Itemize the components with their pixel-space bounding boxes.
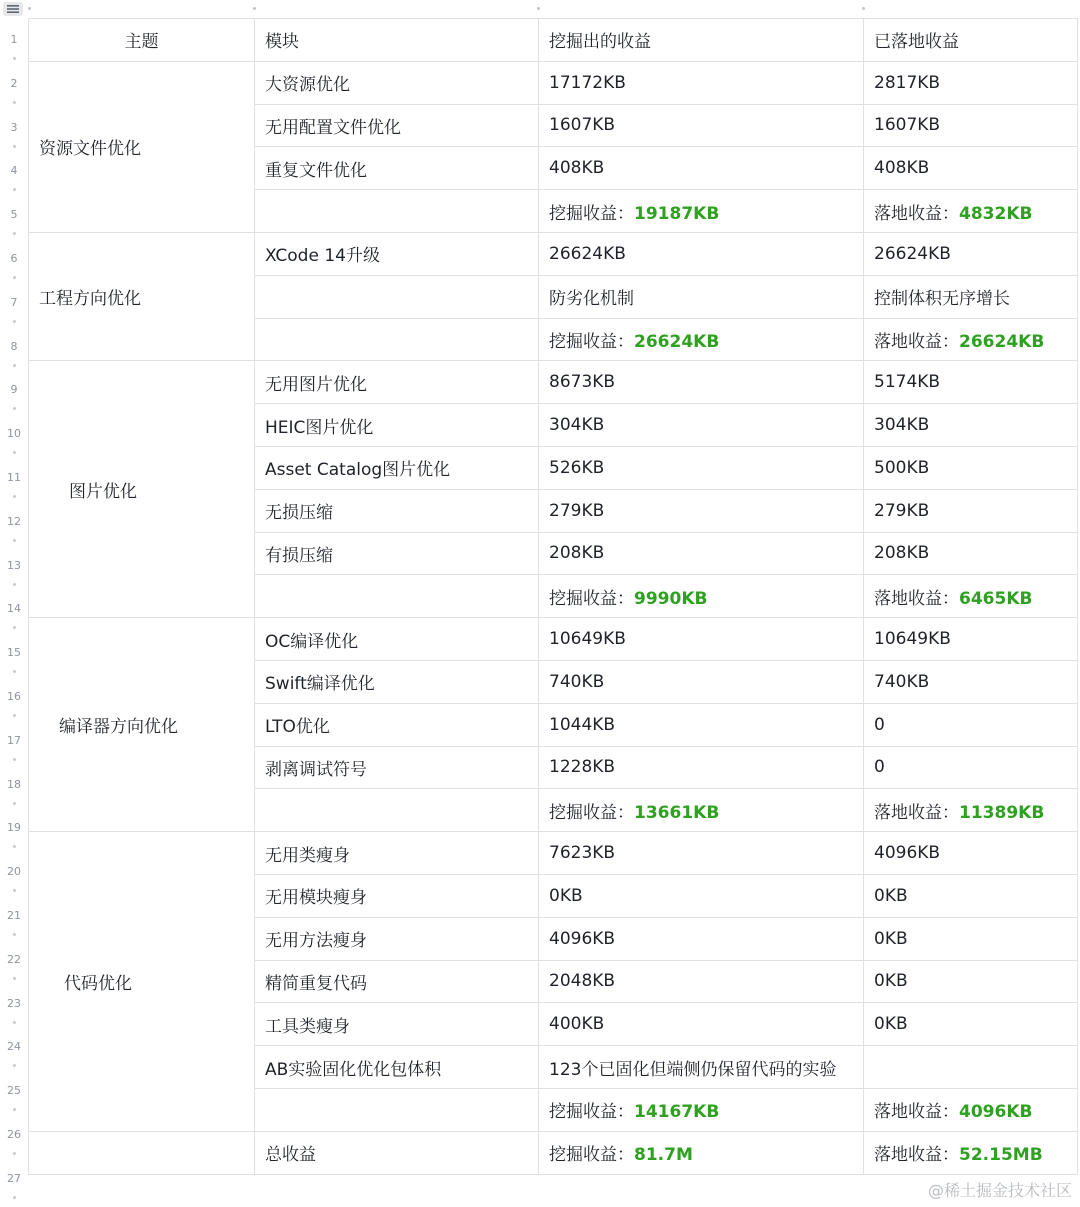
table-row (29, 361, 1078, 404)
row-number[interactable]: 25 (7, 1084, 21, 1098)
landed-summary[interactable] (864, 789, 1078, 832)
row-handle-dot (13, 1152, 16, 1155)
landed-summary[interactable] (864, 190, 1078, 233)
mined-summary-label: 挖掘收益： (549, 331, 634, 352)
landed-summary-value: 4096KB (959, 1102, 1033, 1123)
module-cell[interactable]: LTO优化 (255, 703, 539, 746)
header-mined[interactable]: 挖掘出的收益 (539, 19, 864, 62)
landed-cell[interactable]: 208KB (864, 532, 1078, 575)
row-number[interactable]: 27 (7, 1171, 21, 1185)
row-handle-dot (13, 889, 16, 892)
mined-cell[interactable]: 4096KB (539, 917, 864, 960)
module-cell[interactable] (255, 789, 539, 832)
landed-summary[interactable] (864, 1088, 1078, 1131)
mined-summary-value: 9990KB (634, 588, 708, 609)
row-handle-dot (13, 977, 16, 980)
row-number[interactable]: 8 (10, 339, 18, 353)
sheet-menu-icon[interactable] (3, 2, 23, 16)
mined-cell[interactable]: 8673KB (539, 361, 864, 404)
mined-cell[interactable]: 208KB (539, 532, 864, 575)
landed-summary-value: 4832KB (959, 203, 1033, 224)
row-handle-dot (13, 714, 16, 717)
mined-summary[interactable] (539, 1088, 864, 1131)
total-landed-label: 落地收益： (874, 1145, 959, 1166)
table-row (29, 832, 1078, 875)
mined-summary-label: 挖掘收益： (549, 588, 634, 609)
mined-summary-value: 26624KB (634, 331, 720, 352)
module-cell[interactable]: AB实验固化优化包体积 (255, 1046, 539, 1089)
landed-summary-label: 落地收益： (874, 203, 959, 224)
row-number[interactable]: 21 (7, 909, 21, 922)
row-number[interactable]: 3 (10, 120, 18, 134)
landed-cell[interactable]: 0 (864, 703, 1078, 746)
benefits-table (28, 18, 1078, 1175)
module-cell[interactable]: 工具类瘦身 (255, 1003, 539, 1046)
landed-summary-label: 落地收益： (874, 588, 959, 609)
row-handle-dot (13, 276, 16, 279)
mined-cell[interactable]: 408KB (539, 147, 864, 190)
row-number[interactable]: 13 (7, 558, 21, 572)
landed-cell[interactable]: 0KB (864, 874, 1078, 917)
row-handle-dot (13, 758, 16, 761)
row-number[interactable]: 18 (7, 777, 21, 791)
landed-cell[interactable]: 5174KB (864, 361, 1078, 404)
mined-summary[interactable] (539, 575, 864, 618)
mined-cell[interactable]: 400KB (539, 1003, 864, 1046)
topic-cell[interactable]: 资源文件优化 (29, 61, 255, 232)
module-cell[interactable]: 无用配置文件优化 (255, 104, 539, 147)
landed-cell[interactable]: 279KB (864, 489, 1078, 532)
module-cell[interactable]: 无用图片优化 (255, 361, 539, 404)
column-handle[interactable] (862, 7, 865, 10)
row-handle-dot (13, 1064, 16, 1067)
module-cell[interactable]: OC编译优化 (255, 618, 539, 661)
row-number[interactable]: 20 (7, 865, 21, 879)
landed-summary-value: 26624KB (959, 331, 1045, 352)
row-handle-dot (13, 145, 16, 148)
module-cell[interactable]: 剥离调试符号 (255, 746, 539, 789)
module-cell[interactable]: 精简重复代码 (255, 960, 539, 1003)
mined-cell[interactable]: 304KB (539, 404, 864, 447)
row-handle-dot (13, 1196, 16, 1199)
table-row (29, 618, 1078, 661)
row-number[interactable]: 24 (7, 1040, 21, 1054)
header-landed[interactable]: 已落地收益 (864, 19, 1078, 62)
row-handle-dot (13, 626, 16, 629)
row-number[interactable]: 26 (7, 1128, 21, 1141)
landed-summary[interactable] (864, 575, 1078, 618)
row-handle-dot (13, 539, 16, 542)
header-module[interactable]: 模块 (255, 19, 539, 62)
row-number[interactable]: 7 (10, 295, 18, 309)
mined-summary[interactable] (539, 789, 864, 832)
topic-cell[interactable]: 代码优化 (29, 832, 255, 1132)
landed-cell[interactable]: 2817KB (864, 61, 1078, 104)
landed-cell[interactable]: 0 (864, 746, 1078, 789)
row-number[interactable]: 19 (7, 821, 21, 835)
landed-cell[interactable]: 304KB (864, 404, 1078, 447)
module-cell[interactable]: 无用方法瘦身 (255, 917, 539, 960)
landed-cell[interactable]: 控制体积无序增长 (864, 275, 1078, 318)
landed-cell[interactable]: 0KB (864, 960, 1078, 1003)
module-cell[interactable]: 无用类瘦身 (255, 832, 539, 875)
mined-summary-value: 19187KB (634, 203, 720, 224)
row-handle-dot (13, 802, 16, 805)
header-topic[interactable]: 主题 (29, 19, 255, 62)
column-header-bar (0, 0, 1080, 18)
landed-cell[interactable] (864, 1046, 1078, 1089)
landed-cell[interactable]: 26624KB (864, 232, 1078, 275)
landed-summary-value: 6465KB (959, 588, 1033, 609)
total-row (29, 1131, 1078, 1174)
landed-summary-label: 落地收益： (874, 1102, 959, 1123)
module-cell[interactable]: Swift编译优化 (255, 660, 539, 703)
watermark: @稀土掘金技术社区 (927, 1181, 1072, 1200)
row-number[interactable]: 16 (7, 690, 21, 703)
mined-cell[interactable]: 26624KB (539, 232, 864, 275)
total-mined[interactable] (539, 1131, 864, 1174)
topic-cell[interactable] (29, 1131, 255, 1174)
mined-summary[interactable] (539, 190, 864, 233)
topic-cell[interactable]: 图片优化 (29, 361, 255, 618)
mined-cell[interactable]: 279KB (539, 489, 864, 532)
row-handle-dot (13, 845, 16, 848)
row-number[interactable]: 6 (10, 252, 18, 265)
row-handle-dot (13, 670, 16, 673)
mined-summary-label: 挖掘收益： (549, 203, 634, 224)
landed-cell[interactable]: 0KB (864, 917, 1078, 960)
module-cell[interactable]: 无损压缩 (255, 489, 539, 532)
mined-cell[interactable]: 1228KB (539, 746, 864, 789)
header-row (29, 19, 1078, 62)
table-row (29, 61, 1078, 104)
mined-cell[interactable]: 0KB (539, 874, 864, 917)
row-number[interactable]: 1 (10, 33, 18, 46)
landed-summary-label: 落地收益： (874, 802, 959, 823)
mined-summary-value: 13661KB (634, 802, 720, 823)
module-cell[interactable]: XCode 14升级 (255, 232, 539, 275)
topic-cell[interactable]: 工程方向优化 (29, 232, 255, 360)
landed-cell[interactable]: 500KB (864, 446, 1078, 489)
row-number[interactable]: 4 (10, 164, 18, 178)
landed-cell[interactable]: 408KB (864, 147, 1078, 190)
row-number[interactable]: 15 (7, 646, 21, 660)
topic-cell[interactable]: 编译器方向优化 (29, 618, 255, 832)
module-cell[interactable]: Asset Catalog图片优化 (255, 446, 539, 489)
row-handle-dot (13, 101, 16, 104)
module-cell[interactable] (255, 190, 539, 233)
row-handle-dot (13, 1021, 16, 1024)
module-cell[interactable]: 重复文件优化 (255, 147, 539, 190)
landed-summary[interactable] (864, 318, 1078, 361)
row-number[interactable]: 2 (10, 76, 18, 90)
total-mined-value: 81.7M (634, 1145, 693, 1166)
mined-summary-label: 挖掘收益： (549, 802, 634, 823)
module-cell[interactable]: 无用模块瘦身 (255, 874, 539, 917)
mined-cell[interactable]: 1044KB (539, 703, 864, 746)
row-handle-dot (13, 364, 16, 367)
row-number-gutter (0, 18, 28, 1207)
mined-summary-value: 14167KB (634, 1102, 720, 1123)
row-number[interactable]: 9 (10, 383, 18, 397)
row-handle-dot (13, 583, 16, 586)
module-cell[interactable]: HEIC图片优化 (255, 404, 539, 447)
row-number[interactable]: 11 (7, 471, 21, 484)
module-cell[interactable] (255, 318, 539, 361)
row-number[interactable]: 23 (7, 996, 21, 1010)
row-number[interactable]: 14 (7, 602, 21, 616)
total-label-cell[interactable]: 总收益 (255, 1131, 539, 1174)
module-cell[interactable] (255, 1088, 539, 1131)
mined-cell[interactable]: 7623KB (539, 832, 864, 875)
row-number[interactable]: 17 (7, 733, 21, 747)
column-handle[interactable] (253, 7, 256, 10)
landed-summary-label: 落地收益： (874, 331, 959, 352)
landed-cell[interactable]: 0KB (864, 1003, 1078, 1046)
row-handle-dot (13, 320, 16, 323)
mined-cell[interactable]: 1607KB (539, 104, 864, 147)
row-number[interactable]: 10 (7, 427, 21, 441)
table-row (29, 232, 1078, 275)
row-handle-dot (13, 1108, 16, 1111)
row-handle-dot (13, 57, 16, 60)
mined-cell[interactable]: 防劣化机制 (539, 275, 864, 318)
row-number[interactable]: 12 (7, 514, 21, 528)
landed-cell[interactable]: 1607KB (864, 104, 1078, 147)
total-landed[interactable] (864, 1131, 1078, 1174)
mined-cell[interactable]: 2048KB (539, 960, 864, 1003)
column-handle[interactable] (537, 7, 540, 10)
row-handle-dot (13, 232, 16, 235)
mined-summary-label: 挖掘收益： (549, 1102, 634, 1123)
total-landed-value: 52.15MB (959, 1145, 1043, 1166)
module-cell[interactable]: 有损压缩 (255, 532, 539, 575)
mined-cell[interactable]: 17172KB (539, 61, 864, 104)
row-handle-dot (13, 451, 16, 454)
row-number[interactable]: 22 (7, 952, 21, 966)
landed-cell[interactable]: 4096KB (864, 832, 1078, 875)
mined-cell[interactable]: 123个已固化但端侧仍保留代码的实验 (539, 1046, 864, 1089)
module-cell[interactable] (255, 275, 539, 318)
mined-cell[interactable]: 10649KB (539, 618, 864, 661)
mined-cell[interactable]: 526KB (539, 446, 864, 489)
mined-cell[interactable]: 740KB (539, 660, 864, 703)
landed-summary-value: 11389KB (959, 802, 1045, 823)
row-number[interactable]: 5 (10, 208, 18, 222)
module-cell[interactable] (255, 575, 539, 618)
landed-cell[interactable]: 740KB (864, 660, 1078, 703)
landed-cell[interactable]: 10649KB (864, 618, 1078, 661)
module-cell[interactable]: 大资源优化 (255, 61, 539, 104)
row-handle-dot (13, 495, 16, 498)
mined-summary[interactable] (539, 318, 864, 361)
row-handle-dot (13, 188, 16, 191)
total-mined-label: 挖掘收益： (549, 1145, 634, 1166)
row-handle-dot (13, 933, 16, 936)
row-handle-dot (13, 407, 16, 410)
column-handle[interactable] (28, 7, 31, 10)
